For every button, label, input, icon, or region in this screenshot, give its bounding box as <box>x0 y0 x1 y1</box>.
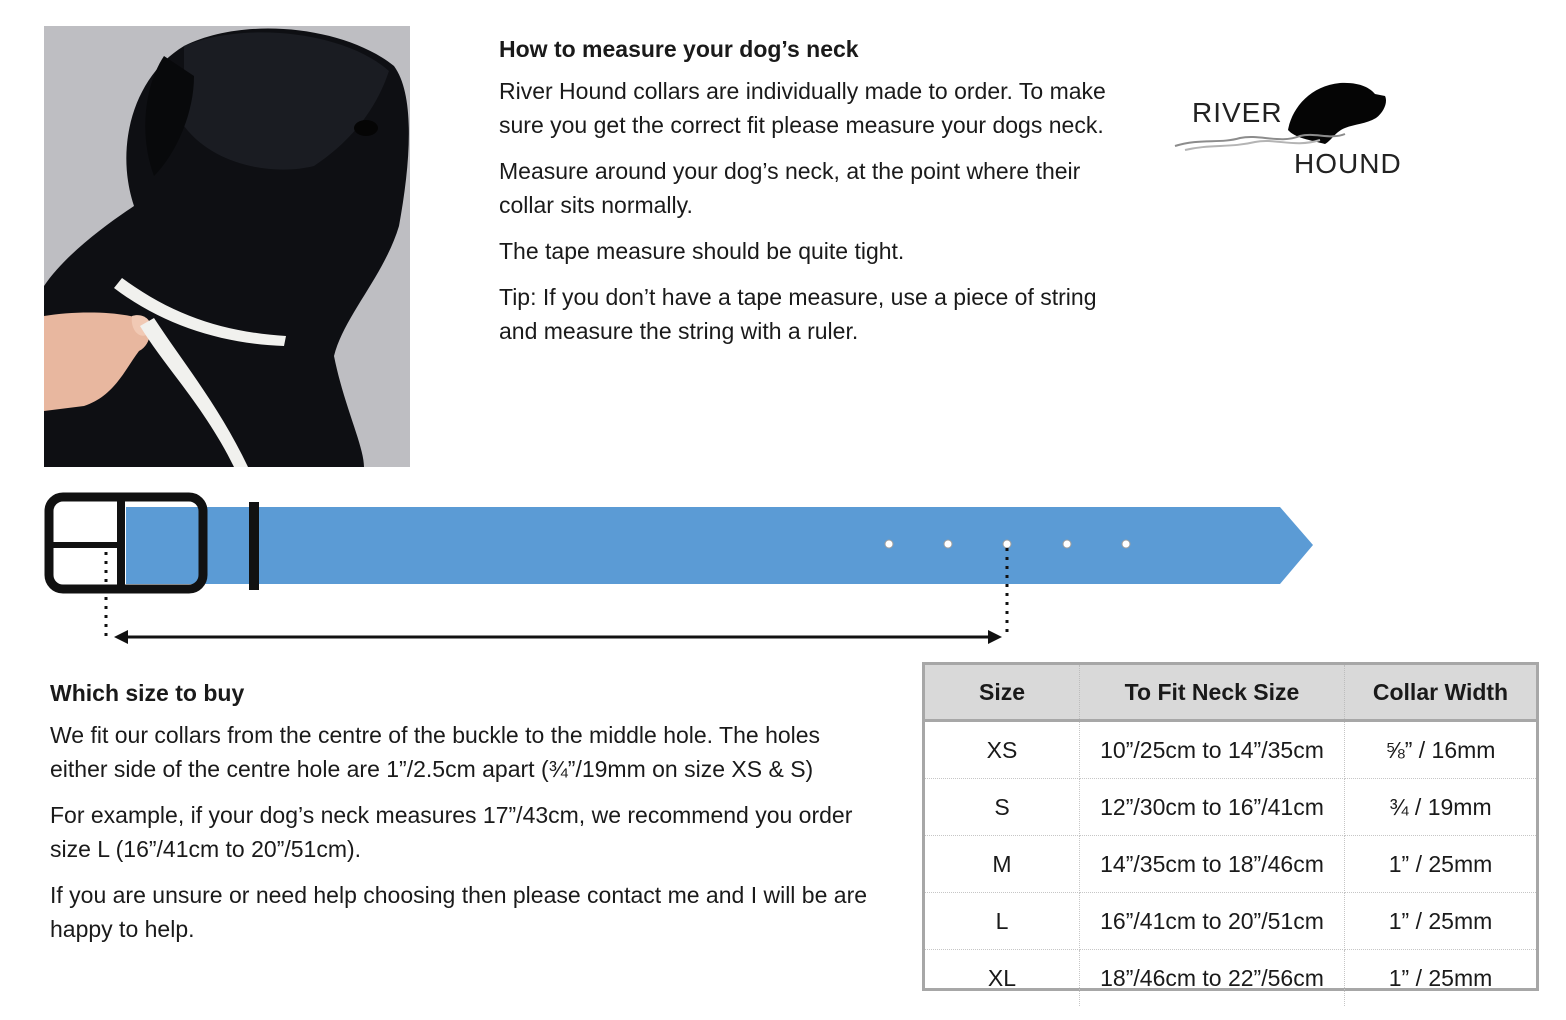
cell-collar-width: 1” / 25mm <box>1345 893 1537 950</box>
logo-word-river: RIVER <box>1192 97 1283 128</box>
collar-diagram <box>40 490 1330 650</box>
collar-hole <box>1003 540 1011 548</box>
size-table <box>922 662 1539 991</box>
header-size: Size <box>925 665 1080 721</box>
size-guide-text <box>50 676 880 958</box>
cell-size: S <box>925 779 1080 836</box>
collar-hole <box>885 540 893 548</box>
cell-neck-size: 16”/41cm to 20”/51cm <box>1080 893 1345 950</box>
header-collar-width: Collar Width <box>1345 665 1537 721</box>
cell-neck-size: 18”/46cm to 22”/56cm <box>1080 950 1345 1007</box>
table-row <box>925 836 1536 893</box>
cell-size: L <box>925 893 1080 950</box>
collar-hole <box>944 540 952 548</box>
measure-paragraph-4: Tip: If you don’t have a tape measure, use a piece of string and measure the string with a ruler. <box>499 284 1097 344</box>
cell-collar-width: ¾ / 19mm <box>1345 779 1537 836</box>
table-header-row <box>925 665 1536 721</box>
cell-neck-size: 12”/30cm to 16”/41cm <box>1080 779 1345 836</box>
measure-heading: How to measure your dog’s neck <box>499 36 859 62</box>
measure-instructions <box>499 32 1139 360</box>
table-row <box>925 950 1536 1007</box>
cell-size: M <box>925 836 1080 893</box>
collar-strap <box>126 507 1313 584</box>
logo-word-hound: HOUND <box>1294 148 1402 179</box>
size-guide-paragraph-3: If you are unsure or need help choosing then please contact me and I will be are happy to help. <box>50 882 868 942</box>
table-row <box>925 721 1536 779</box>
cell-collar-width: 1” / 25mm <box>1345 836 1537 893</box>
cell-size: XL <box>925 950 1080 1007</box>
collar-hole <box>1063 540 1071 548</box>
size-guide-paragraph-1: We fit our collars from the centre of the buckle to the middle hole. The holes either side of the centre hole are 1”/2.5cm apart (¾”/19mm on size XS & S) <box>50 722 821 782</box>
measure-paragraph-2: Measure around your dog’s neck, at the point where their collar sits normally. <box>499 158 1081 218</box>
keeper-loop <box>249 502 259 590</box>
river-hound-logo <box>1170 78 1420 188</box>
cell-size: XS <box>925 721 1080 779</box>
header-neck-size: To Fit Neck Size <box>1080 665 1345 721</box>
size-guide-paragraph-2: For example, if your dog’s neck measures 17”/43cm, we recommend you order size L (16”/41cm to 20”/51cm). <box>50 802 853 862</box>
table-row <box>925 779 1536 836</box>
cell-neck-size: 10”/25cm to 14”/35cm <box>1080 721 1345 779</box>
cell-neck-size: 14”/35cm to 18”/46cm <box>1080 836 1345 893</box>
collar-hole <box>1122 540 1130 548</box>
dog-measuring-photo <box>44 26 410 467</box>
cell-collar-width: 1” / 25mm <box>1388 964 1493 991</box>
table-row <box>925 893 1536 950</box>
cell-collar-width: ⅝” / 16mm <box>1345 721 1537 779</box>
measure-paragraph-1: River Hound collars are individually made to order. To make sure you get the correct fit please measure your dogs neck. <box>499 78 1106 138</box>
size-guide-heading: Which size to buy <box>50 680 245 706</box>
measure-paragraph-3: The tape measure should be quite tight. <box>499 238 905 264</box>
